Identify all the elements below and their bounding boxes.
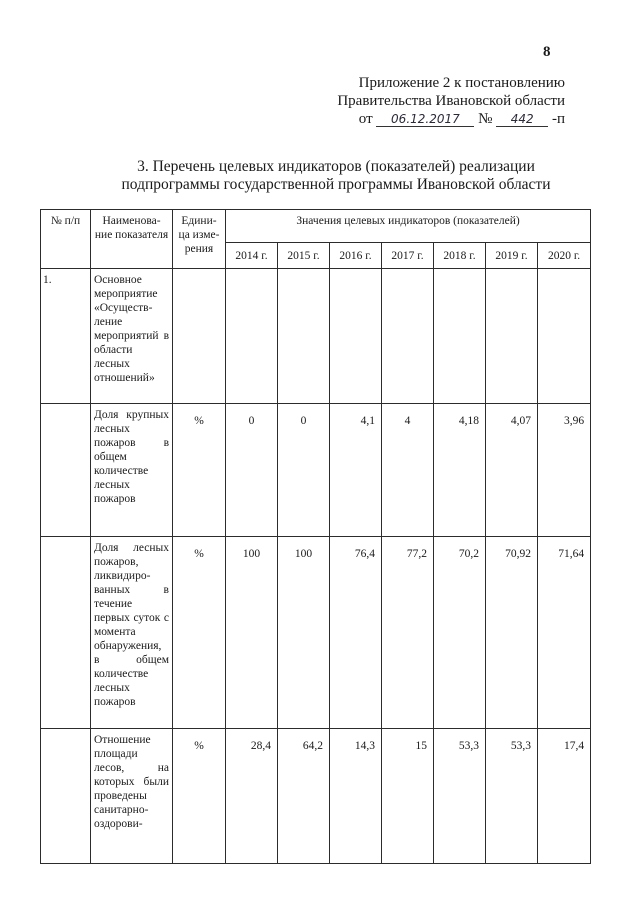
- unit-cell: %: [173, 537, 226, 729]
- number-suffix: -п: [551, 111, 565, 127]
- value-cell: 70,92: [486, 537, 538, 729]
- value-cell: [382, 269, 434, 404]
- indicator-name: Доля крупных лесных пожаров в общем количестве лесных пожаров: [91, 404, 173, 537]
- value-cell: 4,07: [486, 404, 538, 537]
- value-cell: 53,3: [486, 729, 538, 864]
- value-cell: [434, 269, 486, 404]
- appendix-line-2: Правительства Ивановской области: [337, 93, 565, 109]
- indicator-name: Доля лесных пожаров, ликвидиро-ванных в течение первых суток с момента обнаружения, в общем количестве лесных пожаров: [91, 537, 173, 729]
- document-title: [86, 158, 586, 194]
- value-cell: 0: [278, 404, 330, 537]
- value-cell: 3,96: [538, 404, 591, 537]
- appendix-line-1: Приложение 2 к постановлению: [358, 75, 565, 91]
- row-number: 1.: [41, 269, 91, 404]
- value-cell: 77,2: [382, 537, 434, 729]
- value-cell: 53,3: [434, 729, 486, 864]
- value-cell: [278, 269, 330, 404]
- row-number: [41, 537, 91, 729]
- table-header-row: [41, 210, 591, 243]
- value-cell: 14,3: [330, 729, 382, 864]
- title-line-1: 3. Перечень целевых индикаторов (показателей) реализации: [137, 158, 535, 175]
- indicator-name: Отношение площади лесов, на которых были проведены санитарно-оздорови-: [91, 729, 173, 864]
- header-year: 2018 г.: [434, 243, 486, 269]
- value-cell: 15: [382, 729, 434, 864]
- header-name: Наименова-ние показателя: [91, 210, 173, 269]
- header-year: 2020 г.: [538, 243, 591, 269]
- value-cell: 100: [278, 537, 330, 729]
- indicators-table: [40, 209, 591, 864]
- value-cell: 0: [226, 404, 278, 537]
- table-row: [41, 729, 591, 864]
- value-cell: [486, 269, 538, 404]
- page-number: 8: [543, 44, 551, 60]
- unit-cell: %: [173, 404, 226, 537]
- unit-cell: %: [173, 729, 226, 864]
- number-prefix: №: [478, 111, 493, 127]
- value-cell: 76,4: [330, 537, 382, 729]
- header-unit: Едини-ца изме-рения: [173, 210, 226, 269]
- value-cell: 100: [226, 537, 278, 729]
- handwritten-date: 06.12.2017: [376, 112, 474, 127]
- appendix-date-line: [325, 110, 565, 128]
- header-values: Значения целевых индикаторов (показателей): [226, 210, 591, 243]
- table-row: [41, 404, 591, 537]
- unit-cell: [173, 269, 226, 404]
- value-cell: 4,18: [434, 404, 486, 537]
- table-row: [41, 269, 591, 404]
- header-year: 2014 г.: [226, 243, 278, 269]
- header-year: 2017 г.: [382, 243, 434, 269]
- title-line-2: подпрограммы государственной программы Ивановской области: [121, 176, 551, 193]
- row-number: [41, 729, 91, 864]
- appendix-header: [325, 74, 565, 128]
- handwritten-number: 442: [496, 112, 548, 127]
- header-year: 2019 г.: [486, 243, 538, 269]
- value-cell: 4: [382, 404, 434, 537]
- header-year: 2015 г.: [278, 243, 330, 269]
- indicator-name: Основное мероприятие «Осуществ-ление мероприятий в области лесных отношений»: [91, 269, 173, 404]
- row-number: [41, 404, 91, 537]
- header-num: № п/п: [41, 210, 91, 269]
- value-cell: 28,4: [226, 729, 278, 864]
- value-cell: 4,1: [330, 404, 382, 537]
- value-cell: [226, 269, 278, 404]
- table-row: [41, 537, 591, 729]
- value-cell: 17,4: [538, 729, 591, 864]
- value-cell: 64,2: [278, 729, 330, 864]
- value-cell: 70,2: [434, 537, 486, 729]
- value-cell: [330, 269, 382, 404]
- value-cell: [538, 269, 591, 404]
- date-prefix: от: [358, 111, 373, 127]
- value-cell: 71,64: [538, 537, 591, 729]
- header-year: 2016 г.: [330, 243, 382, 269]
